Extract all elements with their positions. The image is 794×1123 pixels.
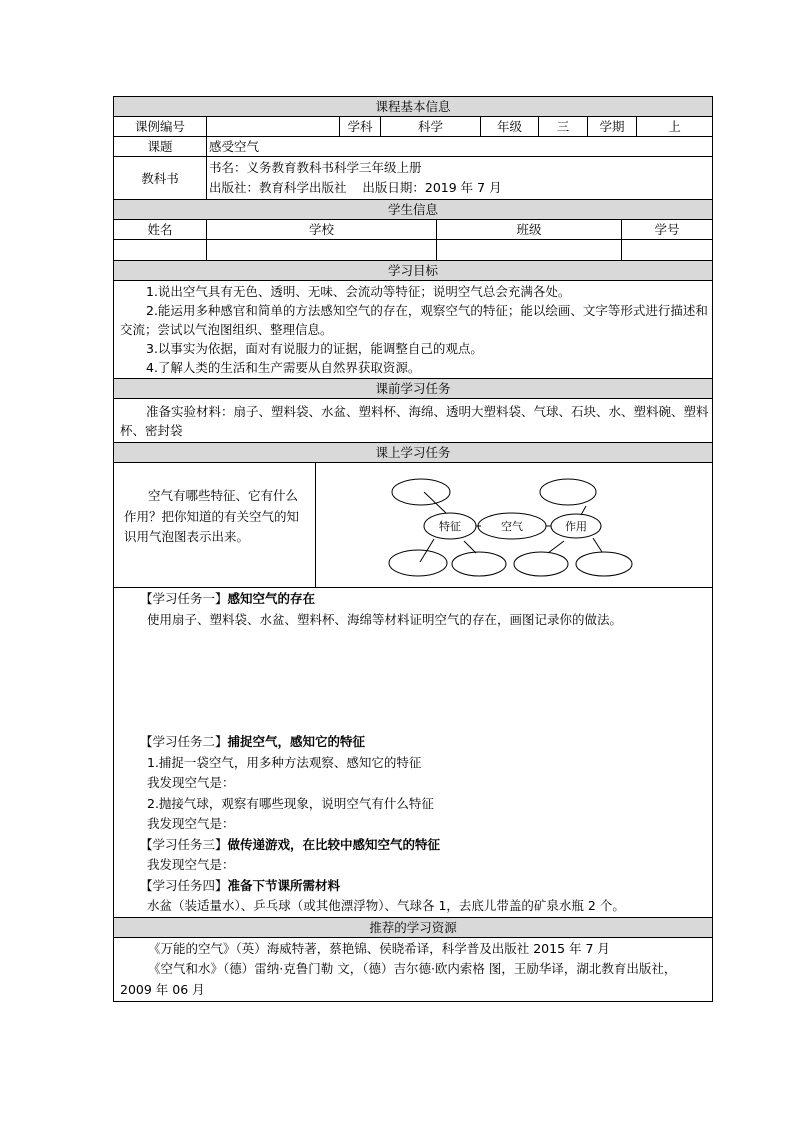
task-3-tag: 【学习任务三】 (140, 836, 228, 852)
task-3-heading (120, 835, 710, 856)
textbook-label: 教科书 (114, 157, 207, 200)
subject-label: 学科 (340, 117, 381, 137)
bubble-map (316, 463, 704, 587)
section-course-info: 课程基本信息 (114, 97, 713, 117)
resource-item: 《万能的空气》（英）海威特著，蔡艳锦、侯晓希译，科学普及出版社 2015 年 7 月 (148, 940, 610, 956)
student-school-label: 学校 (207, 220, 437, 240)
course-id-value (207, 117, 340, 137)
student-number-label: 学号 (622, 220, 713, 240)
term-value: 上 (637, 117, 713, 137)
topic-value: 感受空气 (207, 137, 713, 157)
task-2-finding-1: 我发现空气是： (147, 775, 235, 790)
task-3-finding: 我发现空气是： (147, 857, 235, 872)
task-2-heading (120, 732, 710, 753)
grade-label: 年级 (481, 117, 539, 137)
task-1-drawing-area[interactable] (120, 630, 710, 732)
resource-item: 《空气和水》（德）雷纳·克鲁门勒 文，（德）吉尔德·欧内索格 图，王励华译，湖北教育出版社，2009 年 06 月 (120, 961, 677, 997)
resources-list (114, 937, 713, 1002)
student-name-value[interactable] (114, 240, 207, 261)
goal-item: 3.以事实为依据，面对有说服力的证据，能调整自己的观点。 (146, 341, 483, 356)
task-2-finding-2: 我发现空气是： (147, 816, 235, 831)
task-1-heading (120, 589, 710, 610)
blank-bubble (576, 552, 632, 576)
term-label: 学期 (588, 117, 637, 137)
bubble-diagram-cell (316, 463, 713, 588)
pre-task-text: 准备实验材料：扇子、塑料袋、水盆、塑料杯、海绵、透明大塑料袋、气球、石块、水、塑料碗、塑料杯、密封袋 (114, 399, 713, 443)
section-goals: 学习目标 (114, 261, 713, 281)
study-sheet-table (113, 96, 713, 1002)
section-pre-tasks: 课前学习任务 (114, 379, 713, 399)
connector-line (593, 538, 602, 552)
blank-bubble (452, 552, 506, 576)
student-class-value[interactable] (437, 240, 622, 261)
blank-bubble (389, 550, 447, 576)
topic-label: 课题 (114, 137, 207, 157)
connector-line (424, 492, 446, 513)
feature-bubble-label: 特征 (439, 520, 461, 533)
task-2-title: 捕捉空气，感知它的特征 (227, 734, 366, 749)
student-name-label: 姓名 (114, 220, 207, 240)
subject-value: 科学 (381, 117, 481, 137)
textbook-publisher: 出版社：教育科学出版社 出版日期：2019 年 7 月 (209, 180, 502, 195)
section-student-info: 学生信息 (114, 200, 713, 220)
goal-item: 1.说出空气具有无色、透明、无味、会流动等特征；说明空气总会充满各处。 (146, 284, 571, 299)
task-2-tag: 【学习任务二】 (140, 734, 228, 749)
class-tasks-body (114, 588, 713, 918)
function-bubble-label: 作用 (565, 520, 587, 533)
bubble-prompt: 空气有哪些特征、它有什么作用？把你知道的有关空气的知识用气泡图表示出来。 (114, 463, 316, 588)
section-resources: 推荐的学习资源 (114, 917, 713, 937)
blank-bubble (392, 479, 450, 505)
course-id-label: 课例编号 (114, 117, 207, 137)
task-3-title: 做传递游戏，在比较中感知空气的特征 (227, 836, 441, 852)
task-1-tag: 【学习任务一】 (140, 591, 228, 606)
student-number-value[interactable] (622, 240, 713, 261)
connector-line (464, 541, 476, 553)
goals-list (114, 281, 713, 379)
textbook-value (207, 157, 713, 200)
student-school-value[interactable] (207, 240, 437, 261)
task-1-text: 使用扇子、塑料袋、水盆、塑料杯、海绵等材料证明空气的存在，画图记录你的做法。 (147, 611, 623, 627)
goal-item: 4.了解人类的生活和生产需要从自然界获取资源。 (146, 360, 421, 375)
task-2-step-1: 1.捕捉一袋空气，用多种方法观察、感知它的特征 (147, 754, 422, 770)
task-4-text: 水盆（装适量水）、乒乓球（或其他漂浮物）、气球各 1，去底儿带盖的矿泉水瓶 2 个。 (147, 898, 625, 913)
textbook-title: 书名：义务教育教科书科学三年级上册 (209, 160, 422, 175)
grade-value: 三 (539, 117, 588, 137)
goal-item: 2.能运用多种感官和简单的方法感知空气的存在，观察空气的特征；能以绘画、文字等形式进行描述和交流；尝试以气泡图组织、整理信息。 (120, 303, 708, 337)
task-4-tag: 【学习任务四】 (140, 877, 228, 893)
task-4-title: 准备下节课所需材料 (227, 877, 341, 893)
connector-line (581, 506, 586, 515)
section-class-tasks: 课上学习任务 (114, 443, 713, 463)
task-4-heading (120, 876, 710, 897)
connector-line (548, 541, 564, 553)
task-2-step-2: 2.抛接气球，观察有哪些现象，说明空气有什么特征 (147, 795, 434, 811)
blank-bubble (540, 479, 596, 505)
student-class-label: 班级 (437, 220, 622, 240)
task-1-title: 感知空气的存在 (227, 591, 316, 606)
blank-bubble (514, 552, 568, 576)
center-bubble-label: 空气 (501, 520, 523, 533)
